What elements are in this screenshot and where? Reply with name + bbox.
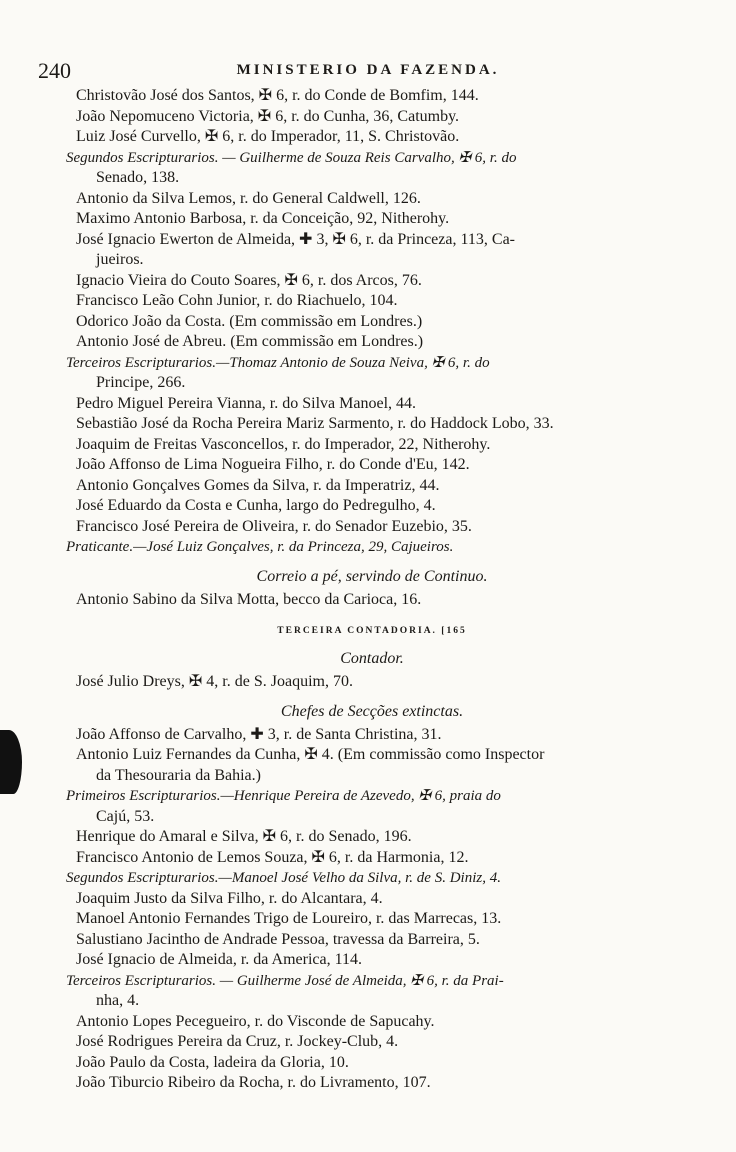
spacer (52, 640, 692, 646)
entry-line: Odorico João da Costa. (Em commissão em Londres.) (76, 312, 423, 330)
entry-line: Henrique do Amaral e Silva, ✠ 6, r. do Senado, 196. (76, 828, 412, 845)
entry-line: Joaquim Justo da Silva Filho, r. do Alcantara, 4. (76, 889, 383, 907)
entry-line: Antonio Sabino da Silva Motta, becco da Carioca, 16. (76, 590, 422, 608)
entry-line: Praticante.—José Luiz Gonçalves, r. da Princeza, 29, Cajueiros. (66, 539, 454, 555)
section-heading: Contador. (340, 650, 404, 667)
entry-line: Antonio Lopes Pecegueiro, r. do Visconde de Sapucahy. (76, 1012, 435, 1030)
entry-line: Primeiros Escripturarios.—Henrique Pereira de Azevedo, ✠ 6, praia do (66, 788, 501, 804)
spacer (52, 693, 692, 699)
entry-line: Maximo Antonio Barbosa, r. da Conceição, 92, Nitherohy. (76, 210, 450, 227)
entry-line: João Paulo da Costa, ladeira da Gloria, 10. (76, 1053, 349, 1071)
listing-body (52, 86, 692, 1094)
entry-line: José Ignacio Ewerton de Almeida, ✚ 3, ✠ 6, r. da Princeza, 113, Ca- (76, 230, 515, 248)
entry-line: Senado, 138. (96, 169, 180, 186)
entry-line: Terceiros Escripturarios.—Thomaz Antonio de Souza Neiva, ✠ 6, r. do (66, 354, 490, 371)
entry-line: Pedro Miguel Pereira Vianna, r. do Silva Manoel, 44. (76, 394, 417, 412)
entry-line: Joaquim de Freitas Vasconcellos, r. do Imperador, 22, Nitherohy. (76, 435, 491, 453)
entry-line: Salustiano Jacintho de Andrade Pessoa, travessa da Barreira, 5. (76, 930, 480, 948)
entry-line: Antonio Luiz Fernandes da Cunha, ✠ 4. (Em commissão como Inspector (76, 746, 545, 763)
page-number: 240 (38, 58, 71, 83)
section-heading: Chefes de Secções extinctas. (280, 702, 464, 720)
entry-line: José Rodrigues Pereira da Cruz, r. Jockey-Club, 4. (76, 1033, 399, 1050)
entry-line: Antonio José de Abreu. (Em commissão em Londres.) (76, 333, 424, 350)
spacer (52, 558, 692, 564)
entry-line: Francisco Antonio de Lemos Souza, ✠ 6, r. da Harmonia, 12. (76, 848, 469, 866)
entry-line: Segundos Escripturarios.—Manoel José Velho da Silva, r. de S. Diniz, 4. (66, 870, 501, 886)
entry-line: Terceiros Escripturarios. — Guilherme José de Almeida, ✠ 6, r. da Prai- (66, 972, 504, 989)
entry-line: Manoel Antonio Fernandes Trigo de Loureiro, r. das Marrecas, 13. (76, 910, 502, 927)
entry-line: João Nepomuceno Victoria, ✠ 6, r. do Cunha, 36, Catumby. (76, 107, 460, 125)
entry-line: José Eduardo da Costa e Cunha, largo do Pedregulho, 4. (76, 497, 436, 514)
entry-line: da Thesouraria da Bahia.) (96, 766, 261, 784)
entry-line: José Ignacio de Almeida, r. da America, 114. (76, 951, 362, 968)
entry-line: Segundos Escripturarios. — Guilherme de Souza Reis Carvalho, ✠ 6, r. do (66, 149, 517, 166)
entry-line: Principe, 266. (96, 374, 186, 391)
entry-line: Francisco Leão Cohn Junior, r. do Riachuelo, 104. (76, 292, 398, 309)
entry-line: Ignacio Vieira do Couto Soares, ✠ 6, r. dos Arcos, 76. (76, 271, 422, 289)
section-heading: Correio a pé, servindo de Continuo. (256, 567, 488, 585)
ink-blot (0, 730, 22, 794)
running-title: MINISTERIO DA FAZENDA. (236, 62, 500, 78)
entry-line: Cajú, 53. (96, 807, 155, 825)
entry-line: jueiros. (96, 251, 144, 268)
entry-line: José Julio Dreys, ✠ 4, r. de S. Joaquim, 70. (76, 673, 353, 690)
entry-line: João Affonso de Lima Nogueira Filho, r. do Conde d'Eu, 142. (76, 456, 470, 473)
entry-line: João Tiburcio Ribeiro da Rocha, r. do Livramento, 107. (76, 1074, 431, 1091)
page-header (38, 58, 698, 84)
entry-line: Luiz José Curvello, ✠ 6, r. do Imperador, 11, S. Christovão. (76, 128, 460, 145)
section-heading: TERCEIRA CONTADORIA. [165 (277, 626, 467, 636)
entry-line: Christovão José dos Santos, ✠ 6, r. do Conde de Bomfim, 144. (76, 87, 479, 104)
entry-line: Sebastião José da Rocha Pereira Mariz Sarmento, r. do Haddock Lobo, 33. (76, 415, 554, 432)
entry-line: nha, 4. (96, 992, 140, 1009)
entry-line: Antonio Gonçalves Gomes da Silva, r. da Imperatriz, 44. (76, 476, 440, 494)
entry-line: Antonio da Silva Lemos, r. do General Caldwell, 126. (76, 189, 421, 207)
entry-line: João Affonso de Carvalho, ✚ 3, r. de Santa Christina, 31. (76, 725, 442, 743)
entry-line: Francisco José Pereira de Oliveira, r. do Senador Euzebio, 35. (76, 517, 472, 535)
spacer (52, 610, 692, 622)
